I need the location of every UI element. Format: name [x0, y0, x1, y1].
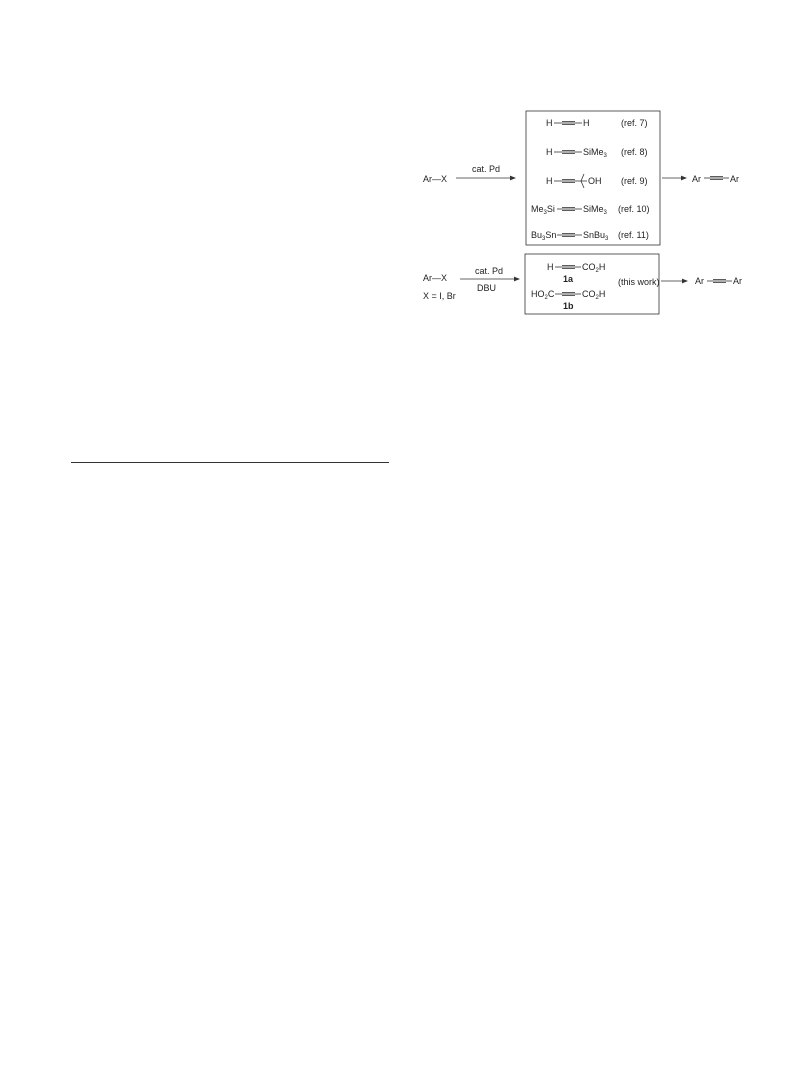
svg-text:SiMe3: SiMe$_3$: [583, 204, 607, 216]
reagent-propiolic-acid: [547, 262, 605, 284]
bottom-product-arrowhead: [682, 279, 688, 284]
svg-text:Ar: Ar: [692, 174, 701, 184]
this-work-note: (this work): [618, 277, 660, 287]
top-reagent-label: cat. Pd: [472, 164, 501, 174]
svg-text:Ar: Ar: [695, 276, 704, 286]
svg-text:OH: OH: [588, 176, 602, 186]
reagent-trimethylsilylacetylene: [546, 147, 648, 159]
ref-label: (ref. 9): [621, 176, 648, 186]
reagent-acetylene: [546, 118, 648, 128]
svg-text:Bu3Sn: $Bu_3Sn$: [531, 230, 557, 242]
bottom-reagent-catalyst: cat. Pd: [475, 266, 504, 276]
svg-text:SiMe3: SiMe$_3$: [583, 147, 607, 159]
svg-text:CO2H: $CO_2H$: [582, 289, 606, 301]
top-reaction-arrowhead: [510, 176, 516, 181]
bottom-reagent-base: DBU: [477, 283, 497, 293]
svg-text:Ar: Ar: [733, 276, 742, 286]
svg-text:H: H: [546, 147, 553, 157]
svg-text:CO2H: $CO_2H$: [582, 262, 606, 274]
svg-text:H: H: [546, 118, 553, 128]
svg-text:H: H: [583, 118, 590, 128]
svg-text:HO2C: $HO_2C$: [531, 289, 555, 301]
svg-text:H: H: [547, 262, 554, 272]
bottom-product-diarylacetylene: [695, 276, 742, 286]
bottom-reactant: Ar—X: [423, 273, 448, 283]
svg-text:H: H: [546, 176, 553, 186]
reagent-bis-tributylstannylacetylene: [531, 230, 649, 242]
svg-text:SnBu3: SnBu$_3$: [583, 230, 609, 242]
ref-label: (ref. 7): [621, 118, 648, 128]
bottom-reaction-arrowhead: [514, 277, 520, 282]
footnote-divider: [71, 462, 389, 463]
reagent-methylbutynol: [546, 174, 648, 188]
svg-text:Me3Si: $Me_3Si$: [531, 204, 555, 216]
top-product-arrowhead: [681, 176, 687, 181]
ref-label: (ref. 11): [618, 230, 649, 240]
top-product-diarylacetylene: [692, 174, 739, 184]
halide-condition: X = I, Br: [423, 291, 456, 301]
reagent-acetylenedicarboxylic-acid: [531, 289, 605, 311]
svg-text:Ar: Ar: [730, 174, 739, 184]
compound-label-1b: 1b: [563, 301, 574, 311]
reagent-bis-trimethylsilylacetylene: [531, 204, 650, 216]
ref-label: (ref. 8): [621, 147, 648, 157]
compound-label-1a: 1a: [563, 274, 574, 284]
top-reactant: Ar—X: [423, 174, 448, 184]
ref-label: (ref. 10): [618, 204, 650, 214]
